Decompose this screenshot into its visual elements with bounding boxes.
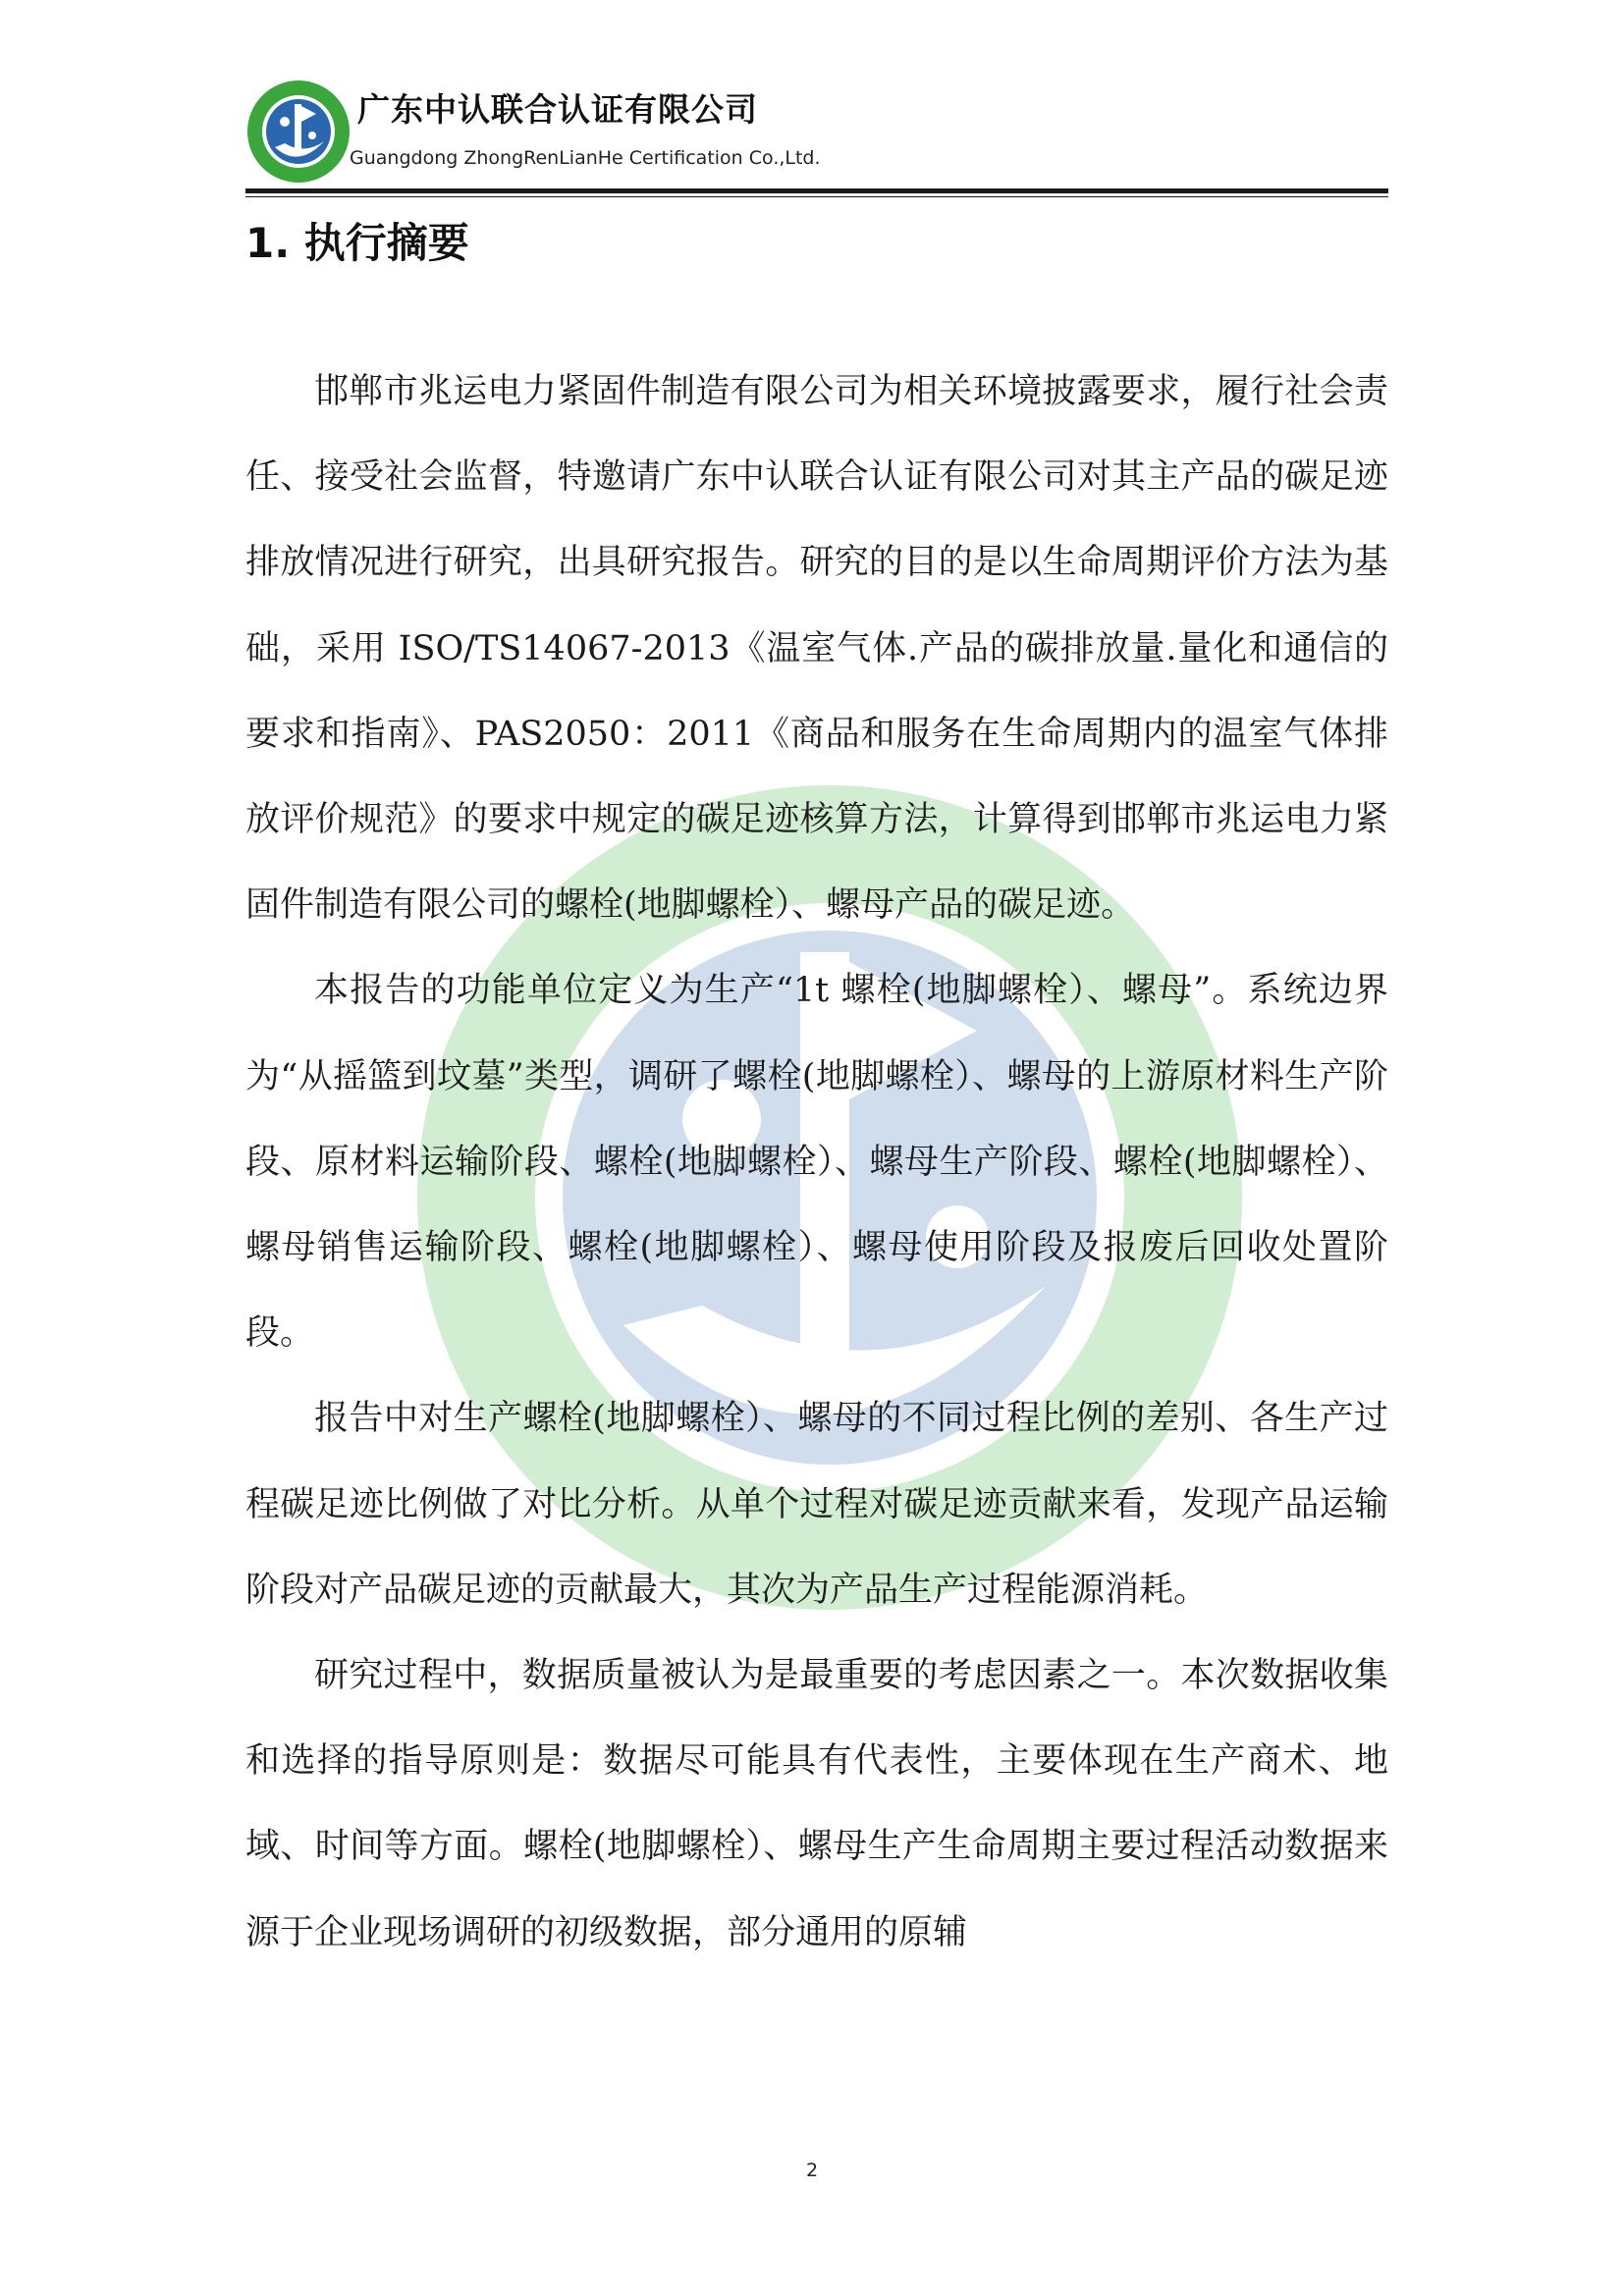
paragraph-2: 本报告的功能单位定义为生产“1t 螺栓(地脚螺栓）、螺母”。系统边界为“从摇篮到坟墓”类型，调研了螺栓(地脚螺栓）、螺母的上游原材料生产阶段、原材料运输阶段、螺栓(地脚螺栓）、螺母生产阶段、螺栓(地脚螺栓）、螺母销售运输阶段、螺栓(地脚螺栓）、螺母使用阶段及报废后回收处置阶段。	[245, 971, 1388, 1354]
company-name-en: Guangdong ZhongRenLianHe Certification Co.,Ltd.	[350, 147, 821, 169]
header-rule-thick	[245, 188, 1388, 193]
header-rule-thin	[245, 196, 1388, 197]
company-name-cn: 广东中认联合认证有限公司	[357, 90, 758, 129]
section-title: 1. 执行摘要	[245, 219, 469, 267]
paragraph-1: 邯郸市兆运电力紧固件制造有限公司为相关环境披露要求，履行社会责任、接受社会监督，特邀请广东中认联合认证有限公司对其主产品的碳足迹排放情况进行研究，出具研究报告。研究的目的是以生命周期评价方法为基础，采用 ISO/TS14067-2013《温室气体.产品的碳排放量.量化和通信的要求和指南》、PAS2050：2011《商品和服务在生命周期内的温室气体排放评价规范》的要求中规定的碳足迹核算方法，计算得到邯郸市兆运电力紧固件制造有限公司的螺栓(地脚螺栓）、螺母产品的碳足迹。	[245, 372, 1388, 926]
page-number: 2	[805, 2160, 819, 2181]
paragraph-3: 报告中对生产螺栓(地脚螺栓）、螺母的不同过程比例的差别、各生产过程碳足迹比例做了对比分析。从单个过程对碳足迹贡献来看，发现产品运输阶段对产品碳足迹的贡献最大，其次为产品生产过程能源消耗。	[245, 1399, 1388, 1610]
page-header	[245, 79, 1388, 198]
paragraph-4: 研究过程中，数据质量被认为是最重要的考虑因素之一。本次数据收集和选择的指导原则是：数据尽可能具有代表性，主要体现在生产商术、地域、时间等方面。螺栓(地脚螺栓）、螺母生产生命周期主要过程活动数据来源于企业现场调研的初级数据，部分通用的原辅	[245, 1656, 1388, 1952]
main-content	[245, 208, 1388, 1976]
company-logo-icon	[245, 79, 352, 185]
